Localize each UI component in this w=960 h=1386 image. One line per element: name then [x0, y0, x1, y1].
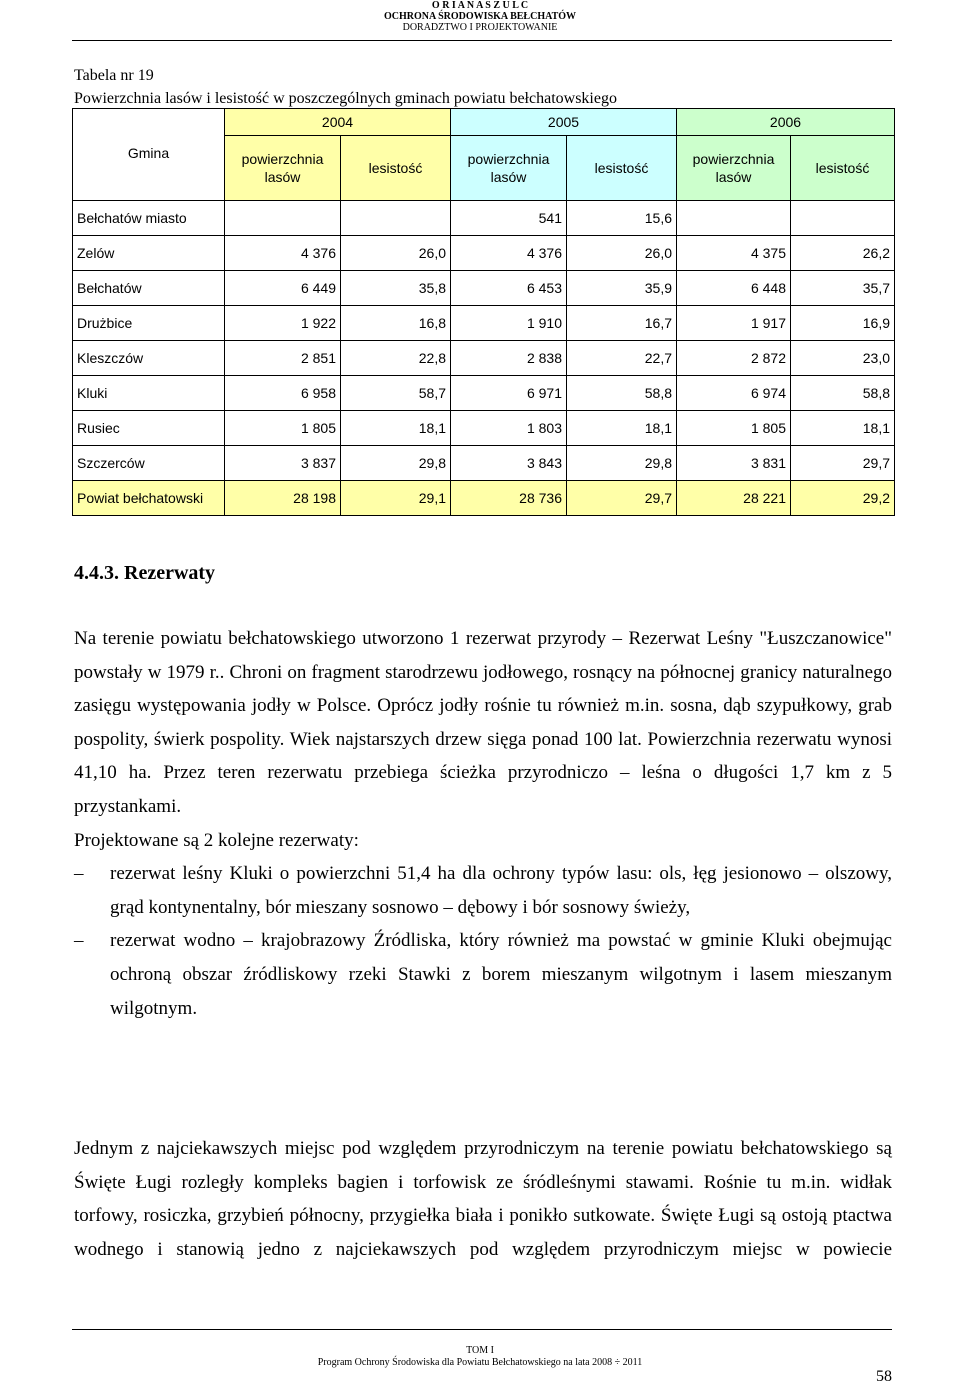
section-body	[74, 622, 892, 1025]
gmina-name: Szczerców	[73, 446, 225, 481]
table-title: Powierzchnia lasów i lesistość w poszczególnych gminach powiatu bełchatowskiego	[74, 90, 617, 107]
forest-cell-2006: 23,0	[791, 341, 895, 376]
gmina-name: Bełchatów miasto	[73, 201, 225, 236]
list-dash: –	[74, 930, 84, 952]
area-cell-2004: 4 376	[225, 236, 341, 271]
forest-cell-2006: 58,8	[791, 376, 895, 411]
planned-reserves-intro: Projektowane są 2 kolejne rezerwaty:	[74, 829, 359, 851]
area-cell-2004: 6 958	[225, 376, 341, 411]
forest-table	[72, 108, 895, 516]
area-cell-2005: 1 910	[451, 306, 567, 341]
forest-cell-2005: 58,8	[567, 376, 677, 411]
area-cell-2005: 6 453	[451, 271, 567, 306]
area-cell-2005: 6 971	[451, 376, 567, 411]
area-cell-2004: 1 805	[225, 411, 341, 446]
area-cell-2006: 6 448	[677, 271, 791, 306]
forest-cell-2005: 18,1	[567, 411, 677, 446]
gmina-name: Bełchatów	[73, 271, 225, 306]
program-title: Program Ochrony Środowiska dla Powiatu Bełchatowskiego na lata 2008 ÷ 2011	[317, 1357, 643, 1368]
page-number: 58	[876, 1368, 892, 1385]
list-item	[74, 924, 892, 1025]
area-cell-2004: 6 449	[225, 271, 341, 306]
area-cell-2006	[677, 201, 791, 236]
table-row	[73, 201, 895, 236]
forest-cell-2005: 15,6	[567, 201, 677, 236]
forest-cover-header: lesistość	[791, 136, 895, 201]
table-total-row	[73, 481, 895, 516]
footer-divider	[72, 1329, 892, 1330]
area-cell-2004: 2 851	[225, 341, 341, 376]
forest-cell-2006: 16,9	[791, 306, 895, 341]
forest-cell-2006: 18,1	[791, 411, 895, 446]
gmina-header: Gmina	[73, 109, 225, 201]
forest-cell-2006: 26,2	[791, 236, 895, 271]
swiete-lugi-paragraph: Jednym z najciekawszych miejsc pod względem przyrodniczym na terenie powiatu bełchatowskiego są Święte Ługi rozległy kompleks bagien i torfowisk ze śródleśnymi stawami. Rośnie tu m.in. widłak torfowy, rosiczka, grzybień północny, przygiełka biała i ponikło sutkowate. Święte Ługi są ostoją ptactwa wodnego i stanowią jedno z najciekawszych pod względem przyrodniczym miejsc w powiecie	[74, 1138, 892, 1260]
area-cell-2005: 2 838	[451, 341, 567, 376]
forest-cell-2004: 26,0	[341, 236, 451, 271]
total-area-2006: 28 221	[677, 481, 791, 516]
forest-cell-2005: 16,7	[567, 306, 677, 341]
list-item	[74, 857, 892, 924]
forest-cell-2004: 22,8	[341, 341, 451, 376]
gmina-name: Kluki	[73, 376, 225, 411]
area-header: powierzchnia lasów	[225, 136, 341, 201]
total-name: Powiat bełchatowski	[73, 481, 225, 516]
area-cell-2006: 1 805	[677, 411, 791, 446]
area-cell-2005: 4 376	[451, 236, 567, 271]
table-row	[73, 236, 895, 271]
year-header-2005: 2005	[451, 109, 677, 136]
company-services: DORADZTWO I PROJEKTOWANIE	[402, 22, 558, 33]
header-divider	[72, 40, 892, 41]
forest-cover-header: lesistość	[567, 136, 677, 201]
total-area-2005: 28 736	[451, 481, 567, 516]
forest-cell-2006	[791, 201, 895, 236]
forest-cell-2005: 35,9	[567, 271, 677, 306]
table-row	[73, 446, 895, 481]
forest-cell-2004: 16,8	[341, 306, 451, 341]
list-item-text: rezerwat wodno – krajobrazowy Źródliska, który również ma powstać w gminie Kluki obejmując ochroną obszar źródliskowy rzeki Stawki z borem mieszanym wilgotnym i lasem mieszanym wilgotnym.	[110, 930, 892, 1019]
forest-cell-2005: 22,7	[567, 341, 677, 376]
swiete-lugi-section	[74, 1132, 892, 1266]
forest-cell-2005: 29,8	[567, 446, 677, 481]
table-row	[73, 376, 895, 411]
gmina-name: Rusiec	[73, 411, 225, 446]
table-row	[73, 341, 895, 376]
forest-cell-2004: 29,8	[341, 446, 451, 481]
table-row	[73, 306, 895, 341]
area-cell-2004: 3 837	[225, 446, 341, 481]
gmina-name: Kleszczów	[73, 341, 225, 376]
gmina-name: Zelów	[73, 236, 225, 271]
table-body	[73, 201, 895, 481]
total-forest-2004: 29,1	[341, 481, 451, 516]
area-cell-2005: 541	[451, 201, 567, 236]
forest-cell-2004: 18,1	[341, 411, 451, 446]
year-header-2006: 2006	[677, 109, 895, 136]
forest-cover-header: lesistość	[341, 136, 451, 201]
company-name: OCHRONA ŚRODOWISKA BEŁCHATÓW	[383, 11, 577, 22]
area-header: powierzchnia lasów	[451, 136, 567, 201]
list-dash: –	[74, 863, 84, 885]
area-cell-2006: 2 872	[677, 341, 791, 376]
area-cell-2006: 6 974	[677, 376, 791, 411]
list-item-text: rezerwat leśny Kluki o powierzchni 51,4 ha dla ochrony typów lasu: ols, łęg jesionowo – olszowy, grąd kontynentalny, bór mieszany sosnowo – dębowy i bór sosnowy świeży,	[110, 863, 892, 918]
year-header-2004: 2004	[225, 109, 451, 136]
forest-cell-2006: 35,7	[791, 271, 895, 306]
area-header: powierzchnia lasów	[677, 136, 791, 201]
page-footer	[0, 1345, 960, 1369]
area-cell-2006: 4 375	[677, 236, 791, 271]
volume-label: TOM I	[466, 1345, 494, 1356]
forest-cell-2004	[341, 201, 451, 236]
forest-cell-2006: 29,7	[791, 446, 895, 481]
total-forest-2006: 29,2	[791, 481, 895, 516]
forest-cell-2004: 35,8	[341, 271, 451, 306]
table-caption	[74, 64, 617, 110]
area-cell-2006: 1 917	[677, 306, 791, 341]
gmina-name: Drużbice	[73, 306, 225, 341]
table-row	[73, 271, 895, 306]
table-number: Tabela nr 19	[74, 67, 154, 84]
area-cell-2006: 3 831	[677, 446, 791, 481]
reserve-paragraph: Na terenie powiatu bełchatowskiego utworzono 1 rezerwat przyrody – Rezerwat Leśny "Łuszczanowice" powstały w 1979 r.. Chroni on fragment starodrzewu jodłowego, rosnący na północnej granicy naturalnego zasięgu występowania jodły w Polsce. Oprócz jodły rośnie tu również m.in. sosna, dąb szypułkowy, grab pospolity, świerk pospolity. Wiek najstarszych drzew sięga ponad 100 lat. Powierzchnia rezerwatu wynosi 41,10 ha. Przez teren rezerwatu przebiega ścieżka przyrodniczo – leśna o długości 1,7 km z 5 przystankami.	[74, 628, 892, 817]
area-cell-2004	[225, 201, 341, 236]
total-forest-2005: 29,7	[567, 481, 677, 516]
forest-cell-2004: 58,7	[341, 376, 451, 411]
total-area-2004: 28 198	[225, 481, 341, 516]
table-row	[73, 411, 895, 446]
author-name: O R I A N A S Z U L C	[431, 0, 529, 11]
section-heading: 4.4.3. Rezerwaty	[74, 562, 216, 584]
page-header	[0, 0, 960, 33]
area-cell-2004: 1 922	[225, 306, 341, 341]
area-cell-2005: 3 843	[451, 446, 567, 481]
forest-cell-2005: 26,0	[567, 236, 677, 271]
area-cell-2005: 1 803	[451, 411, 567, 446]
